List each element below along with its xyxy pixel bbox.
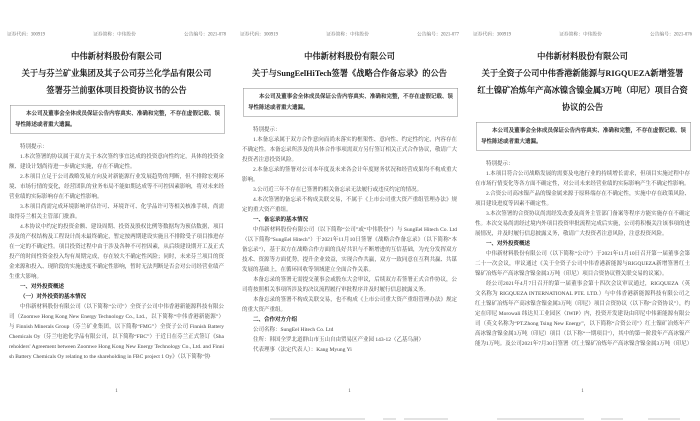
doc-header — [7, 30, 226, 37]
stock-code: 证券代码：300919 — [7, 32, 46, 37]
paragraph: 本备忘录的签署无需提交董事会或股东大会审议，后续双方若签署正式合作协议，公司将按照相关事项所涉及的决议流程履行审批程序并及时履行信息披露义务。 — [242, 276, 457, 293]
stock-abbr: 证券简称：中伟股份 — [326, 32, 369, 37]
title-line: 红土镍矿冶炼年产高冰镍含镍金属3万吨（印尼）项目合资 — [477, 85, 688, 95]
paragraph: 经公司2021年4月7日召开的第一届董事会第十四次会议审议通过，RIGQUEZA（英文名称为 RIGQUEZA INTERNATIONAL PTE. LTD.）与中伟香港新能源科技有限公司之红土镍矿冶炼年产高冰镍含镍金属3万吨（印尼）项目合资协议（以下称“合资协议”），约定在印尼 Morowali 纬达贝工业园区（IWIP）内，投资开发建设由印尼中伟新能源有限公司（英文名称为“PT.Zhong Tsing New Energy”，以下简称“合资公司”）红土镍矿冶炼年产高冰镍含镍金属3万吨（印尼）项目（以下称“一期项目”），其中的第一阶段年产高冰镍产能为1万吨。及公司2021年7月30日签署《红土镍矿冶炼年产高冰镍含镍金属3万吨（印尼） — [475, 280, 693, 347]
subsection-heading: （一）对外投资的基本情况 — [20, 293, 86, 300]
company-name: 中伟新材料股份有限公司 — [304, 51, 395, 61]
partner-address: 住所：韩国全罗北道群山市玉山自由贸易区产业园 143-12（乙基乌洞） — [253, 336, 424, 343]
page-number: 1 — [115, 388, 118, 394]
doc-header — [473, 30, 692, 37]
stock-code: 证券代码：300919 — [473, 32, 512, 37]
section-heading: 二、合作对方介绍 — [253, 316, 297, 323]
paragraph: 本备忘录的签署不构成关联交易，也不构成《上市公司重大资产重组管理办法》规定的重大资产重组。 — [242, 296, 457, 313]
notice-number: 公告编号：2021-076 — [650, 32, 692, 37]
company-name: 中伟新材料股份有限公司 — [71, 51, 162, 61]
paragraph: 中伟新材料股份有限公司（以下简称“公司”）全资子公司中伟香港新能源科技有限公司（Zoomwe Hong Kong New Energy Technology Co., Ltd.，以下简称“中伟香港新能源”）与 Finnish Minerals Group（芬兰矿业集团，以下简称“FMG”）全资子公司 Finnish Battery Chemicals Oy（芬兰电池化学品有限公司，以下简称“FBC”）于近日在芬兰正式签订《Shareholders' Agreement between Zoomwe Hong Kong New Energy Technology Co., Ltd. and Finnish Battery Chemicals Oy relating to the shareholding in FBC project 1 Oy》（以下简称“协 — [9, 303, 224, 360]
stock-code: 证券代码：300919 — [240, 32, 279, 37]
disclaimer-text: 本公司及董事会全体成员保证公告内容真实、准确和完整，不存在虚假记载、误导性陈述或者重大遗漏。 — [15, 110, 220, 128]
paragraph: 中伟新材料股份有限公司（以下简称“公司”）于2021年11月10日召开第一届董事会第二十一次会议，审议通过《关于全资子公司中伟香港新能源与RIGQUEZA新增签署红土镍矿冶炼年产高冰镍含镍金属3万吨（印尼）项目合资协议暨关联交易的议案》。 — [475, 250, 690, 277]
announcement-page-finland — [0, 0, 233, 421]
title-line: 关于全资子公司中伟香港新能源与RIGQUEZA新增签署 — [481, 68, 684, 78]
special-note-label: 特别提示： — [253, 126, 281, 133]
paragraph: 1.本次签署的协议属于双方关于本次签约事宜达成的投资意向性约定，具体的投资金额、建设计划尚待进一步确定实施，存在不确定性。 — [9, 153, 224, 170]
doc-body — [475, 159, 693, 349]
announcement-page-rigqueza — [466, 0, 699, 421]
paragraph: 4.本次签署的备忘录不构成关联交易，不属于《上市公司重大资产重组管理办法》规定的重大资产重组。 — [242, 196, 457, 213]
stock-abbr: 证券简称：中伟股份 — [93, 32, 136, 37]
cutoff-text-fragment — [270, 418, 365, 420]
cutoff-text-fragment — [404, 418, 448, 420]
cutoff-text-fragment — [497, 418, 584, 420]
page-number: 1 — [348, 388, 351, 394]
paragraph: 中伟新材料股份有限公司（以下简称“公司”或“中伟股份”）与 SungEel Hitech Co. Ltd（以下简称“SungEel Hitech”）于2021年11月10日签署《战略合作备忘录》（以下简称“本备忘录”），基于双方在战略合作方面的良好共识与不断增进的互信基础，为充分发挥双方技术、资源等方面优势，提升企业效益，实现合作共赢，双方一致同意在互利共赢、共谋发展的基础上，在循环回收等领域建立全面合作关系。 — [242, 226, 457, 273]
doc-title — [0, 48, 233, 99]
section-heading: 一、备忘录的基本情况 — [253, 216, 308, 223]
doc-body — [242, 125, 457, 355]
special-note-label: 特别提示： — [20, 143, 48, 150]
doc-title — [233, 48, 466, 82]
title-line: 关于与芬兰矿业集团及其子公司芬兰化学品有限公司 — [21, 68, 212, 78]
section-heading: 一、对外投资概述 — [486, 240, 530, 247]
title-line: 协议的公告 — [561, 102, 604, 112]
disclaimer-text: 本公司及董事会全体成员保证公告内容真实、准确和完整，不存在虚假记载、误导性陈述或者重大遗漏。 — [481, 127, 686, 145]
paragraph: 3.本次签署的合资协议尚需经发改委及商务主管部门备案等程序方能实施存在不确定性。本次交易尚需经过境内外项目投资审批流程完成后实施，公司将积极关注该事项的进展情况，并及时履行信息披露义务，敬请广大投资者注意风险，注意投资风险。 — [475, 210, 690, 237]
paragraph: 3.本项目尚需完成环境影响评估许可、环境许可、化学品许可等相关核准手续，尚需取得芬兰相关主管部门批准。 — [9, 203, 224, 220]
cutoff-text-fragment — [383, 418, 396, 420]
paragraph: 1.本备忘录属于双方合作意向而尚未落实的框架性、意向性、约定性约定，内容存在不确定性。本备忘录所涉及的具体合作事项需双方另行签订相关正式合作协议，敬请广大投资者注意投资风险。 — [242, 136, 457, 163]
partner-representative: 代表理事（法定代表人）：Kang Myung Yi — [253, 346, 352, 353]
doc-title — [466, 48, 699, 116]
paragraph: 2.本项目立足于公司战略发展方向及对新能源行业发展趋势的判断，但不排除宏观环境、市场行情的变化，经营团队的业务布局不能如期达成等不可控因素影响，将对未来经营业绩的实际影响存在不确定性影响。 — [9, 173, 224, 200]
paragraph: 2.合资公司高冰镍产品的镍金属来源于原料端存在不确定性，实施中存在政策风险、项目建设进度等因素不确定性。 — [475, 190, 690, 207]
announcement-page-sungeel — [233, 0, 466, 421]
title-line: 关于与SungEelHiTech签署《战略合作备忘录》的公告 — [252, 68, 447, 78]
paragraph: 3.公司近三年不存在已签署的相关备忘录无法履行或违反约定的情况。 — [253, 186, 423, 193]
notice-number: 公告编号：2021-078 — [184, 32, 226, 37]
doc-header — [240, 30, 459, 37]
cutoff-text-fragment — [601, 418, 623, 420]
title-line: 签署芬兰前驱体项目投资协议书的公告 — [46, 85, 187, 95]
stock-abbr: 证券简称：中伟股份 — [559, 32, 602, 37]
special-note-label: 特别提示： — [486, 160, 514, 167]
section-heading: 一、对外投资概述 — [20, 283, 64, 290]
cutoff-text-fragment — [648, 418, 680, 420]
page-number: 1 — [581, 388, 584, 394]
disclaimer-box — [243, 88, 458, 117]
disclaimer-box — [10, 105, 225, 134]
company-name: 中伟新材料股份有限公司 — [537, 51, 628, 61]
doc-body — [9, 142, 224, 362]
paragraph: 1.本项目符合公司战略发展的需要及电池行业的持续增长需求，但项目实施过程中存在市场行情变化等各方面不确定性，对公司未来经营业绩的实际影响产生不确定性影响。 — [475, 170, 690, 187]
notice-number: 公告编号：2021-077 — [417, 32, 459, 37]
disclaimer-text: 本公司及董事会全体成员保证公告内容真实、准确和完整，不存在虚假记载、误导性陈述或者重大遗漏。 — [248, 93, 453, 111]
partner-name: 公司名称：SungEel Hitech Co. Ltd — [253, 326, 334, 333]
paragraph: 2.本备忘录的签署对公司本年度及未来各会计年度财务状况和经营成果均不构成重大影响。 — [242, 166, 457, 183]
paragraph: 4.本协议中约定的投资金额、建设周期、投资及股权比例等数据均为预估数据，项目涉及的产权结构及工程设计尚未最终确定，暂定按两期建设实施且不排除受子项目推进存在一定的不确定性。项目投资过程中由于涉及各种不可控因素，从后续建设期开工及正式投产的时间性资金投入均有周期完成，存在较大不确定性风险；同时，未来芬兰项目的资金来源和投入、现阶段的实施进度不确定性影响，暂时无法判断是否会对公司经营业绩产生重大影响。 — [9, 223, 224, 280]
disclaimer-box — [476, 122, 691, 151]
